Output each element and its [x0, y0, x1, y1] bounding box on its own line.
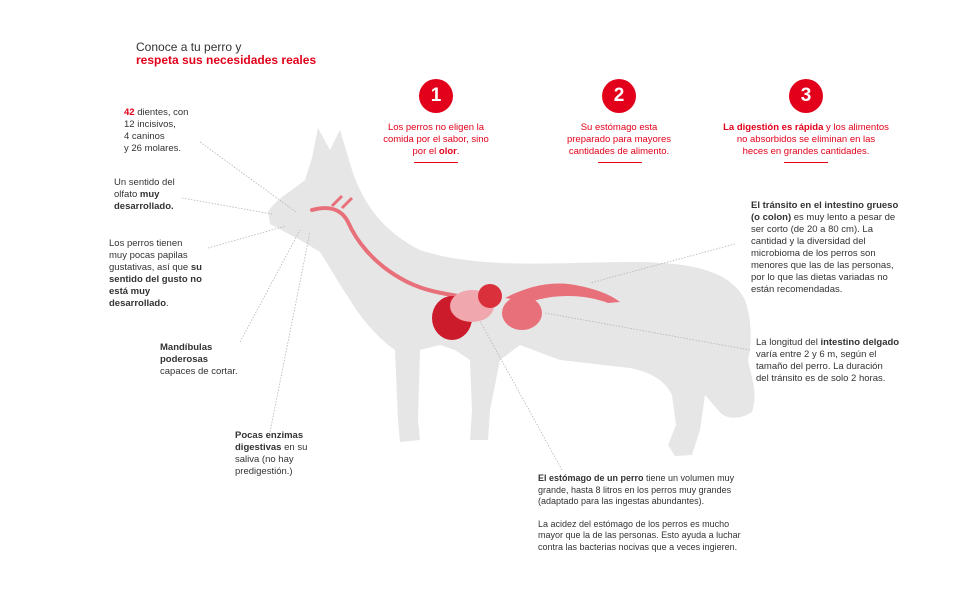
point-1-text: Los perros no eligen la comida por el sabor, sino por el olor. [383, 122, 489, 157]
point-1-underline [414, 162, 458, 163]
point-2-underline [598, 162, 642, 163]
point-3-underline [784, 162, 828, 163]
smell-note: Un sentido del olfato muy desarrollado. [114, 177, 175, 212]
small-intestine-note: La longitud del intestino delgado varía entre 2 y 6 m, según el tamaño del perro. La duración del tránsito es de solo 2 horas. [756, 337, 900, 384]
jaws-note: Mandíbulas poderosas capaces de cortar. [160, 342, 238, 377]
large-intestine-note: El tránsito en el intestino grueso (o colon) es muy lento a pesar de ser corto (de 20 a 80 cm). La cantidad y la diversidad del microbioma de los perros son menores que las de las personas, por lo que las dietas variadas no están recomendadas. [751, 200, 899, 295]
point-1-badge: 1 [419, 79, 453, 113]
point-2-text: Su estómago esta preparado para mayores cantidades de alimento. [566, 122, 672, 157]
intro-line-1: Conoce a tu perro y [136, 40, 242, 54]
teeth-note: 42 dientes, con 12 incisivos, 4 caninos y 26 molares. [124, 107, 189, 154]
stomach-note: El estómago de un perro tiene un volumen muy grande, hasta 8 litros en los perros muy grandes (adaptado para las ingestas abundantes). La acidez del estómago de los perros es mucho mayor que la de las personas. Esto ayuda a luchar contra las bacterias nocivas que a veces ingieren. [538, 473, 741, 552]
taste-note: Los perros tienen muy pocas papilas gustativas, así que su sentido del gusto no está muy desarrollado. [109, 238, 202, 309]
point-3-text: La digestión es rápida y los alimentos no absorbidos se eliminan en las heces en grandes cantidades. [723, 122, 889, 157]
small-intestine [502, 296, 542, 330]
enzymes-note: Pocas enzimas digestivas en su saliva (no hay predigestión.) [235, 430, 308, 477]
point-3-badge: 3 [789, 79, 823, 113]
point-2-badge: 2 [602, 79, 636, 113]
dog-silhouette [268, 128, 755, 456]
intro-line-2: respeta sus necesidades reales [136, 53, 317, 67]
